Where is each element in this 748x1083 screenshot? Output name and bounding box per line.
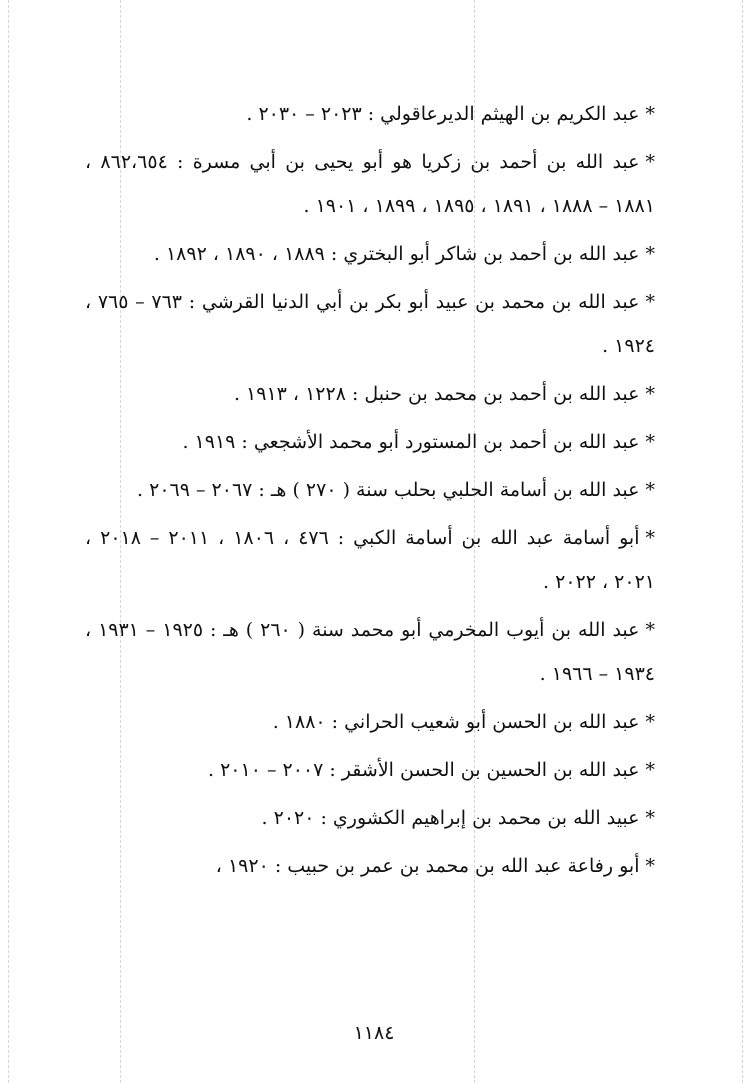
entry-bullet: * xyxy=(645,759,655,781)
entry-text: عبد الله بن الحسن أبو شعيب الحراني : ١٨٨٠ . xyxy=(272,711,640,733)
entry-bullet: * xyxy=(645,383,655,405)
index-entry xyxy=(85,92,655,136)
entry-bullet: * xyxy=(645,479,655,501)
entry-text: عبد الله بن أحمد بن شاكر أبو البختري : ١٨٨٩ ، ١٨٩٠ ، ١٨٩٢ . xyxy=(153,243,640,265)
entry-bullet: * xyxy=(645,527,656,549)
entry-bullet: * xyxy=(645,103,655,125)
index-entry xyxy=(85,140,655,228)
entry-text: عبد الكريم بن الهيثم الديرعاقولي : ٢٠٢٣ – ٢٠٣٠ . xyxy=(246,103,640,125)
scan-guide-line xyxy=(742,0,743,1083)
index-entry xyxy=(85,516,655,604)
page-number: ١١٨٤ xyxy=(353,1022,395,1044)
entry-bullet: * xyxy=(645,711,655,733)
index-entry xyxy=(85,280,655,368)
index-entry xyxy=(85,700,655,744)
entry-bullet: * xyxy=(645,619,655,641)
index-entry xyxy=(85,748,655,792)
entry-bullet: * xyxy=(645,855,655,877)
index-entries xyxy=(85,92,655,892)
entry-text: عبد الله بن أحمد بن زكريا هو أبو يحيى بن أبي مسرة : ٨٦٢،٦٥٤ ، ١٨٨١ – ١٨٨٨ ، ١٨٩١ ، ١٨٩٥ ، ١٨٩٩ ، ١٩٠١ . xyxy=(85,151,655,217)
entry-bullet: * xyxy=(645,151,655,173)
entry-text: عبيد الله بن محمد بن إبراهيم الكشوري : ٢٠٢٠ . xyxy=(261,807,640,829)
index-entry xyxy=(85,420,655,464)
entry-text: عبد الله بن أحمد بن المستورد أبو محمد الأشجعي : ١٩١٩ . xyxy=(182,431,640,453)
index-entry xyxy=(85,372,655,416)
index-entry xyxy=(85,844,655,888)
entry-text: عبد الله بن الحسين بن الحسن الأشقر : ٢٠٠٧ – ٢٠١٠ . xyxy=(207,759,640,781)
entry-bullet: * xyxy=(645,431,655,453)
entry-text: أبو رفاعة عبد الله بن محمد بن عمر بن حبيب : ١٩٢٠ ، xyxy=(215,855,640,877)
index-entry xyxy=(85,468,655,512)
index-entry xyxy=(85,796,655,840)
entry-bullet: * xyxy=(645,291,655,313)
entry-text: عبد الله بن محمد بن عبيد أبو بكر بن أبي الدنيا القرشي : ٧٦٣ – ٧٦٥ ، ١٩٢٤ . xyxy=(85,291,655,357)
entry-text: أبو أسامة عبد الله بن أسامة الكبي : ٤٧٦ ، ١٨٠٦ ، ٢٠١١ – ٢٠١٨ ، ٢٠٢١ ، ٢٠٢٢ . xyxy=(85,527,655,593)
entry-text: عبد الله بن أيوب المخرمي أبو محمد سنة ( ٢٦٠ ) هـ : ١٩٢٥ – ١٩٣١ ، ١٩٣٤ – ١٩٦٦ . xyxy=(85,619,655,685)
entry-text: عبد الله بن أحمد بن محمد بن حنبل : ١٢٢٨ ، ١٩١٣ . xyxy=(233,383,640,405)
entry-bullet: * xyxy=(645,243,655,265)
index-entry xyxy=(85,608,655,696)
scan-guide-line xyxy=(8,0,9,1083)
index-entry xyxy=(85,232,655,276)
entry-bullet: * xyxy=(645,807,655,829)
entry-text: عبد الله بن أسامة الحلبي بحلب سنة ( ٢٧٠ ) هـ : ٢٠٦٧ – ٢٠٦٩ . xyxy=(137,479,640,501)
